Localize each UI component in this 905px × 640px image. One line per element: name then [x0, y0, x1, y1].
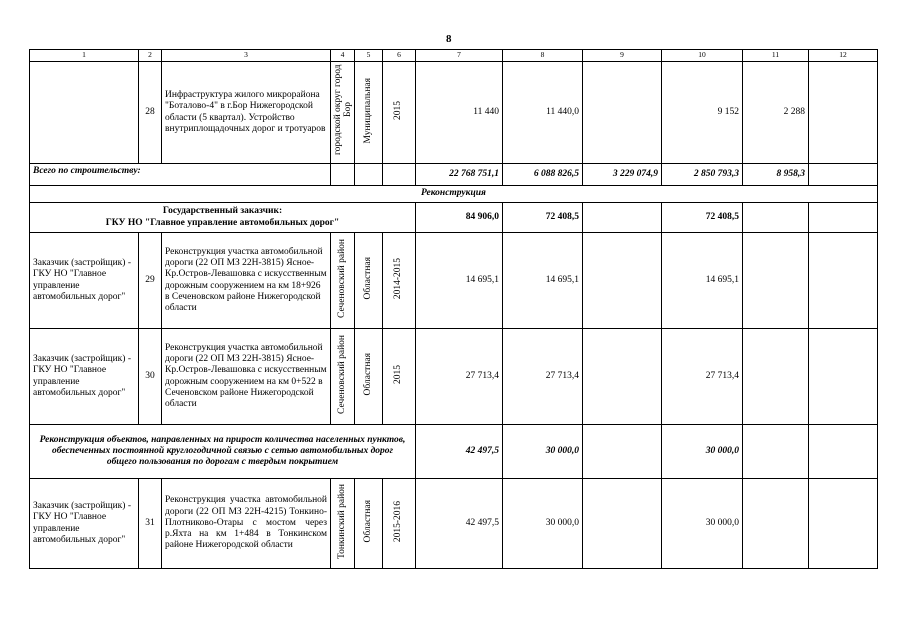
empty-cell [743, 329, 809, 425]
total-col11: 8 958,3 [743, 164, 809, 186]
district-label: Сеченовский район [336, 334, 347, 414]
empty-cell [809, 203, 878, 233]
total-col10: 2 850 793,3 [662, 164, 743, 186]
empty-cell [583, 329, 662, 425]
empty-cell [809, 479, 878, 569]
col-header: 3 [162, 50, 331, 62]
year-cell [383, 479, 416, 569]
value-col9 [583, 62, 662, 164]
col-header: 2 [139, 50, 162, 62]
col-header: 9 [583, 50, 662, 62]
empty-cell [809, 425, 878, 479]
year-cell [383, 329, 416, 425]
district-cell [331, 329, 355, 425]
year-cell [383, 233, 416, 329]
empty-cell [583, 233, 662, 329]
district-label: городской округ город Бор [333, 65, 353, 156]
type-label: Областная [362, 257, 373, 300]
table-row-29 [30, 233, 878, 329]
value-col8: 30 000,0 [503, 479, 583, 569]
empty-cell [583, 425, 662, 479]
year-label: 2015 [393, 100, 404, 120]
row-number: 28 [139, 62, 162, 164]
empty-cell [743, 233, 809, 329]
group-col7: 84 906,0 [416, 203, 503, 233]
value-col10: 27 713,4 [662, 329, 743, 425]
object-name: Реконструкция участка автомобильной дороги (22 ОП МЗ 22Н-4215) Тонкино-Плотниково-Отары с мостом через р.Яхта на км 1+484 в Тонкинском районе Нижегородской области [162, 479, 331, 569]
col-header: 8 [503, 50, 583, 62]
total-col7: 22 768 751,1 [416, 164, 503, 186]
col-header: 5 [355, 50, 383, 62]
subtotal-col10: 30 000,0 [662, 425, 743, 479]
value-col8: 14 695,1 [503, 233, 583, 329]
subtotal-col8: 30 000,0 [503, 425, 583, 479]
value-col10: 9 152 [662, 62, 743, 164]
object-name: Инфраструктура жилого микрорайона "Боталово-4" в г.Бор Нижегородской области (5 квартал). Устройство внутриплощадочных дорог и тротуаров [162, 62, 331, 164]
table-row-30 [30, 329, 878, 425]
col-header: 7 [416, 50, 503, 62]
value-col7: 11 440 [416, 62, 503, 164]
value-col10: 30 000,0 [662, 479, 743, 569]
customer-group-line1: Государственный заказчик: [162, 206, 283, 217]
type-label: Муниципальная [362, 77, 373, 144]
total-construction-label: Всего по строительству: [30, 164, 331, 186]
empty-cell [809, 164, 878, 186]
year-cell [383, 62, 416, 164]
customer-cell: Заказчик (застройщик) - ГКУ НО "Главное управление автомобильных дорог" [30, 329, 139, 425]
year-label: 2015 [393, 364, 404, 384]
subtotal-col7: 42 497,5 [416, 425, 503, 479]
year-label: 2014-2015 [393, 257, 404, 299]
value-col7: 27 713,4 [416, 329, 503, 425]
col-header: 10 [662, 50, 743, 62]
type-cell [355, 62, 383, 164]
value-col11: 2 288 [743, 62, 809, 164]
type-cell [355, 233, 383, 329]
total-col9: 3 229 074,9 [583, 164, 662, 186]
group-col10: 72 408,5 [662, 203, 743, 233]
customer-cell [30, 62, 139, 164]
empty-cell [583, 479, 662, 569]
object-name: Реконструкция участка автомобильной дороги (22 ОП МЗ 22Н-3815) Ясное-Кр.Остров-Левашовка с искусственным дорожным сооружением на км 0+522 в Сеченовском районе Нижегородской области [162, 329, 331, 425]
table-row-28 [30, 62, 878, 164]
empty-cell [331, 164, 355, 186]
subtotal-row [30, 425, 878, 479]
type-label: Областная [362, 500, 373, 543]
object-name: Реконструкция участка автомобильной дороги (22 ОП МЗ 22Н-3815) Ясное-Кр.Остров-Левашовка с искусственным дорожным сооружением на км 18+926 в Сеченовском районе Нижегородской области [162, 233, 331, 329]
district-cell [331, 62, 355, 164]
investment-table [29, 49, 878, 569]
total-construction-row [30, 164, 878, 186]
total-col8: 6 088 826,5 [503, 164, 583, 186]
section-row [30, 186, 878, 203]
empty-cell [743, 425, 809, 479]
value-col7: 42 497,5 [416, 479, 503, 569]
empty-cell [743, 203, 809, 233]
empty-cell [355, 164, 383, 186]
empty-cell [743, 479, 809, 569]
type-cell [355, 329, 383, 425]
value-col10: 14 695,1 [662, 233, 743, 329]
col-header: 4 [331, 50, 355, 62]
col-header: 12 [809, 50, 878, 62]
row-number: 29 [139, 233, 162, 329]
district-cell [331, 479, 355, 569]
column-number-row [30, 50, 878, 62]
customer-group-label [30, 203, 416, 233]
col-header: 6 [383, 50, 416, 62]
subtotal-label: Реконструкция объектов, направленных на прирост количества населенных пунктов, обеспеченных постоянной круглогодичной связью с сетью автомобильных дорог общего пользования по дорогам с твердым покрытием [30, 425, 416, 479]
customer-cell: Заказчик (застройщик) - ГКУ НО "Главное управление автомобильных дорог" [30, 479, 139, 569]
district-label: Сеченовский район [336, 238, 347, 318]
value-col8: 27 713,4 [503, 329, 583, 425]
empty-cell [383, 164, 416, 186]
empty-cell [809, 233, 878, 329]
customer-group-row [30, 203, 878, 233]
group-col8: 72 408,5 [503, 203, 583, 233]
customer-group-line2: ГКУ НО "Главное управление автомобильных дорог" [105, 217, 340, 228]
value-col8: 11 440,0 [503, 62, 583, 164]
customer-cell: Заказчик (застройщик) - ГКУ НО "Главное управление автомобильных дорог" [30, 233, 139, 329]
district-label: Тонкинский район [336, 483, 347, 559]
type-cell [355, 479, 383, 569]
row-number: 31 [139, 479, 162, 569]
section-title: Реконструкция [30, 186, 878, 203]
value-col12 [809, 62, 878, 164]
row-number: 30 [139, 329, 162, 425]
col-header: 1 [30, 50, 139, 62]
empty-cell [583, 203, 662, 233]
table-row-31 [30, 479, 878, 569]
year-label: 2015-2016 [393, 500, 404, 542]
col-header: 11 [743, 50, 809, 62]
empty-cell [809, 329, 878, 425]
page-number: 8 [446, 33, 452, 45]
value-col7: 14 695,1 [416, 233, 503, 329]
district-cell [331, 233, 355, 329]
type-label: Областная [362, 353, 373, 396]
